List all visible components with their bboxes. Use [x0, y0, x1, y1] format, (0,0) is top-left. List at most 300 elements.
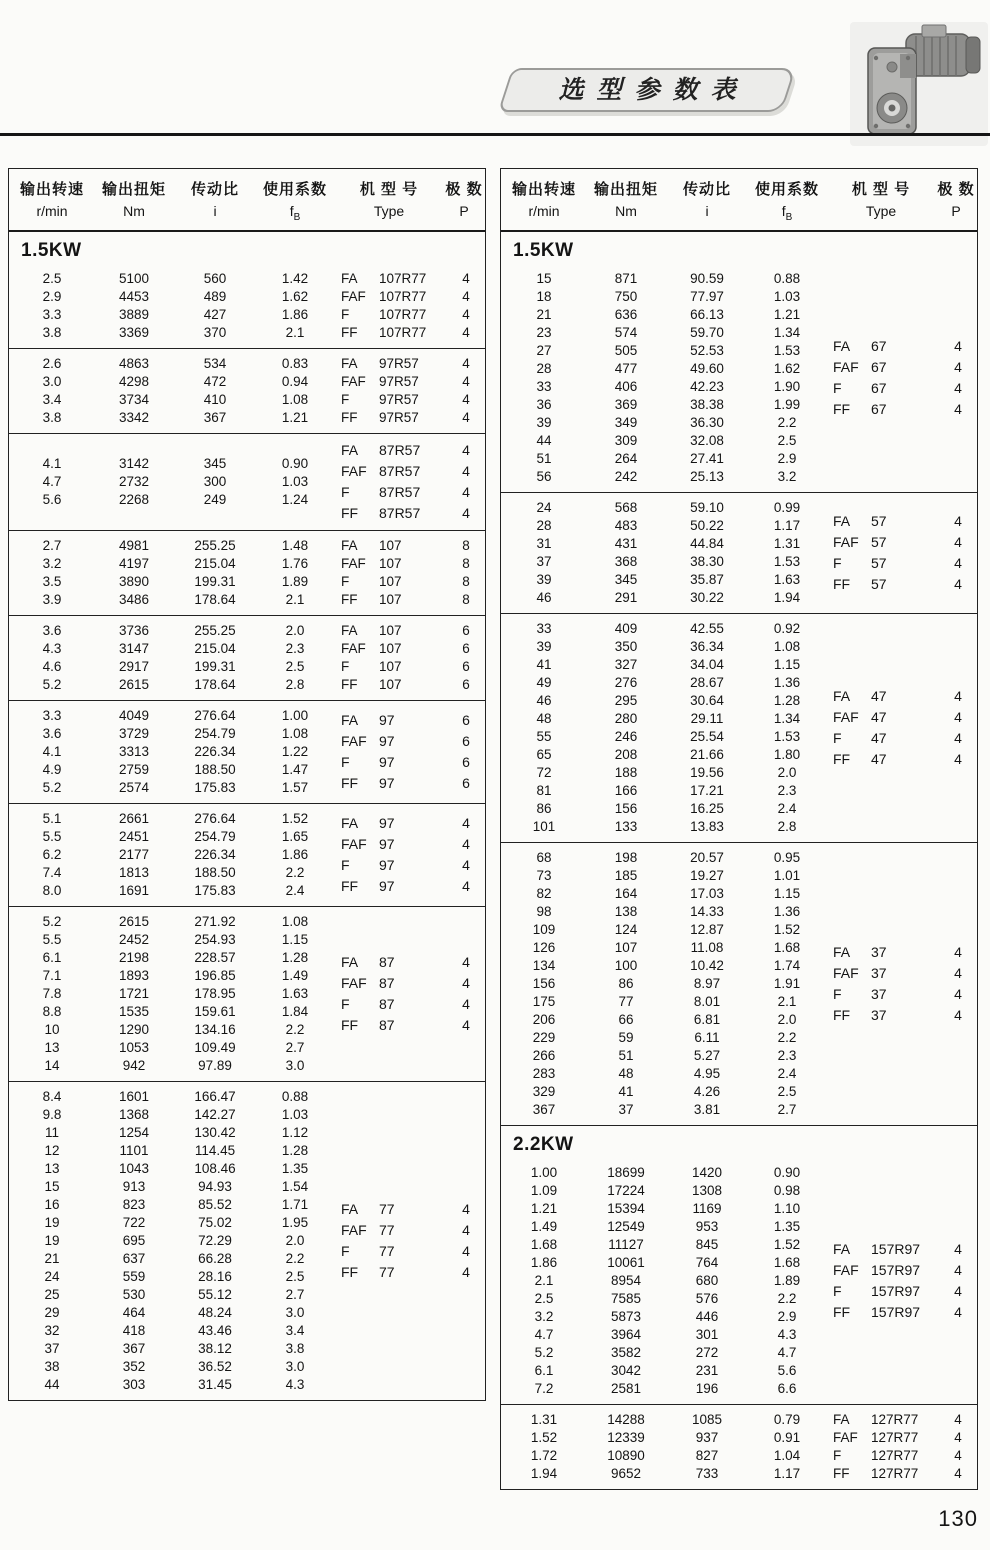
fb-cell: 1.08	[773, 638, 801, 654]
speed-cell: 15	[536, 270, 552, 286]
table-row	[9, 391, 333, 409]
pole-cell: 4	[954, 985, 962, 1002]
ratio-cell: 370	[203, 324, 227, 340]
rows-column	[9, 622, 333, 694]
table-row	[501, 1344, 825, 1362]
torque-cell: 530	[122, 1286, 146, 1302]
table-row	[501, 993, 825, 1011]
column-header-cn: 极 数	[937, 181, 975, 198]
type-prefix: F	[833, 1282, 842, 1299]
table-row	[501, 656, 825, 674]
type-row	[341, 537, 485, 555]
speed-cell: 7.8	[42, 985, 62, 1001]
speed-cell: 3.5	[42, 573, 62, 589]
rows-column	[501, 620, 825, 836]
type-model: 57	[871, 554, 887, 571]
table-row	[501, 957, 825, 975]
ratio-cell: 38.12	[198, 1340, 232, 1356]
type-row	[833, 553, 977, 574]
type-row	[341, 1262, 485, 1283]
ratio-cell: 17.21	[690, 782, 724, 798]
fb-cell: 3.4	[285, 1322, 305, 1338]
fb-cell: 1.54	[281, 1178, 309, 1194]
type-model: 107	[379, 573, 402, 589]
pole-cell: 4	[954, 750, 962, 767]
ratio-cell: 28.67	[690, 674, 724, 690]
type-row	[833, 984, 977, 1005]
table-row	[9, 846, 333, 864]
torque-cell: 2661	[118, 810, 150, 826]
speed-cell: 4.9	[42, 761, 62, 777]
fb-cell: 1.49	[281, 967, 309, 983]
fb-cell: 1.62	[281, 288, 309, 304]
fb-cell: 2.5	[777, 432, 797, 448]
torque-cell: 9652	[610, 1465, 642, 1481]
table-row	[9, 1124, 333, 1142]
torque-cell: 3890	[118, 573, 150, 589]
pole-cell: 8	[462, 537, 470, 553]
pole-cell: 4	[462, 995, 470, 1012]
fb-cell: 1.28	[281, 1142, 309, 1158]
torque-cell: 5873	[610, 1308, 642, 1324]
fb-cell: 2.2	[777, 1290, 797, 1306]
ratio-cell: 188.50	[194, 864, 236, 880]
pole-cell: 4	[954, 1447, 962, 1463]
fb-cell: 1.08	[281, 725, 309, 741]
pole-cell: 4	[954, 337, 962, 354]
fb-cell: 1.86	[281, 306, 309, 322]
type-model: 67	[871, 379, 887, 396]
pole-cell: 6	[462, 774, 470, 791]
column-header-cn: 使用系数	[262, 181, 327, 198]
table-row	[9, 355, 333, 373]
table-row	[501, 553, 825, 571]
pole-cell: 4	[462, 856, 470, 873]
pole-cell: 4	[954, 1411, 962, 1427]
torque-cell: 17224	[607, 1182, 645, 1198]
ratio-cell: 215.04	[194, 640, 236, 656]
torque-cell: 505	[614, 342, 638, 358]
ratio-cell: 534	[203, 355, 227, 371]
type-row	[341, 752, 485, 773]
type-model: 57	[871, 533, 887, 550]
torque-cell: 11127	[608, 1236, 644, 1252]
fb-cell: 1.89	[281, 573, 309, 589]
speed-cell: 5.2	[534, 1344, 554, 1360]
ratio-cell: 48.24	[198, 1304, 232, 1320]
torque-cell: 107	[614, 939, 638, 955]
type-row	[341, 813, 485, 834]
fb-cell: 2.4	[777, 1065, 797, 1081]
pole-cell: 4	[954, 379, 962, 396]
torque-cell: 2177	[118, 846, 150, 862]
torque-cell: 37	[618, 1101, 634, 1117]
speed-cell: 2.7	[42, 537, 62, 553]
speed-cell: 3.2	[534, 1308, 554, 1324]
torque-cell: 4298	[118, 373, 150, 389]
type-prefix: FA	[833, 943, 851, 960]
type-row	[341, 461, 485, 482]
ratio-cell: 4.26	[693, 1083, 721, 1099]
speed-cell: 329	[532, 1083, 556, 1099]
table-row	[501, 1236, 825, 1254]
fb-cell: 2.0	[777, 1011, 797, 1027]
ratio-cell: 255.25	[194, 537, 236, 553]
table-row	[501, 499, 825, 517]
torque-cell: 559	[122, 1268, 146, 1284]
torque-cell: 1691	[118, 882, 150, 898]
types-column	[333, 537, 485, 609]
type-prefix: F	[833, 554, 842, 571]
torque-cell: 3147	[118, 640, 150, 656]
speed-cell: 46	[536, 589, 552, 605]
type-row	[833, 686, 977, 707]
torque-cell: 637	[122, 1250, 146, 1266]
types-column	[825, 849, 977, 1119]
table-row	[9, 725, 333, 743]
torque-cell: 3734	[118, 391, 150, 407]
right-table	[500, 168, 978, 1490]
ratio-cell: 272	[695, 1344, 719, 1360]
type-row	[341, 270, 485, 288]
torque-cell: 138	[614, 903, 638, 919]
speed-cell: 51	[536, 450, 552, 466]
speed-cell: 24	[44, 1268, 60, 1284]
speed-cell: 8.4	[42, 1088, 62, 1104]
ratio-cell: 226.34	[194, 846, 236, 862]
table-row	[9, 810, 333, 828]
type-model: 77	[379, 1242, 395, 1259]
ratio-cell: 38.30	[690, 553, 724, 569]
speed-cell: 72	[536, 764, 552, 780]
table-row	[9, 409, 333, 427]
column-header-en: P	[951, 203, 961, 219]
column-header-cell	[333, 178, 445, 223]
ratio-cell: 560	[203, 270, 227, 286]
ratio-cell: 276.64	[194, 707, 236, 723]
torque-cell: 913	[122, 1178, 146, 1194]
type-model: 127R77	[871, 1465, 919, 1481]
torque-cell: 406	[614, 378, 638, 394]
fb-cell: 3.0	[285, 1057, 305, 1073]
table-row	[501, 818, 825, 836]
ratio-cell: 953	[695, 1218, 719, 1234]
speed-cell: 44	[44, 1376, 60, 1392]
speed-cell: 5.5	[42, 828, 62, 844]
type-prefix: F	[833, 1447, 842, 1463]
ratio-cell: 13.83	[690, 818, 724, 834]
table-row	[501, 414, 825, 432]
speed-cell: 3.2	[42, 555, 62, 571]
type-prefix: FAF	[341, 288, 366, 304]
speed-cell: 4.7	[534, 1326, 554, 1342]
type-model: 157R97	[871, 1282, 921, 1299]
speed-cell: 2.5	[42, 270, 62, 286]
fb-cell: 2.5	[285, 658, 305, 674]
type-row	[833, 532, 977, 553]
data-block	[9, 433, 485, 530]
pole-cell: 4	[954, 554, 962, 571]
pole-cell: 4	[954, 575, 962, 592]
table-row	[501, 1083, 825, 1101]
ratio-cell: 59.70	[690, 324, 724, 340]
type-prefix: FAF	[341, 373, 366, 389]
speed-cell: 23	[536, 324, 552, 340]
speed-cell: 33	[536, 620, 552, 636]
type-model: 97	[379, 774, 395, 791]
fb-cell: 1.36	[773, 903, 801, 919]
speed-cell: 6.1	[534, 1362, 554, 1378]
type-prefix: FF	[341, 1016, 359, 1033]
torque-cell: 3964	[610, 1326, 642, 1342]
pole-cell: 8	[462, 591, 470, 607]
fb-cell: 1.99	[773, 396, 801, 412]
speed-cell: 3.3	[42, 306, 62, 322]
fb-cell: 1.53	[773, 342, 801, 358]
torque-cell: 695	[122, 1232, 146, 1248]
column-header-en: P	[459, 203, 469, 219]
type-model: 97R57	[379, 409, 419, 425]
torque-cell: 2615	[118, 913, 150, 929]
column-header-cell	[749, 178, 825, 223]
torque-cell: 276	[614, 674, 638, 690]
ratio-cell: 16.25	[690, 800, 724, 816]
pole-cell: 4	[462, 1016, 470, 1033]
table-row	[501, 800, 825, 818]
type-model: 127R77	[871, 1447, 919, 1463]
speed-cell: 156	[532, 975, 556, 991]
fb-cell: 2.5	[777, 1083, 797, 1099]
type-model: 37	[871, 943, 887, 960]
fb-cell: 1.52	[773, 1236, 801, 1252]
fb-cell: 1.48	[281, 537, 309, 553]
type-row	[341, 658, 485, 676]
table-row	[9, 491, 333, 509]
type-prefix: F	[833, 729, 842, 746]
speed-cell: 5.6	[42, 491, 62, 507]
torque-cell: 309	[614, 432, 638, 448]
type-prefix: FAF	[341, 974, 367, 991]
column-header-cn: 输出转速	[511, 181, 576, 198]
table-row	[9, 1142, 333, 1160]
fb-cell: 2.0	[285, 1232, 305, 1248]
speed-cell: 49	[536, 674, 552, 690]
table-row	[501, 638, 825, 656]
ratio-cell: 59.10	[690, 499, 724, 515]
table-row	[501, 620, 825, 638]
ratio-cell: 249	[203, 491, 227, 507]
type-model: 97	[379, 877, 395, 894]
torque-cell: 133	[614, 818, 638, 834]
fb-cell: 4.3	[777, 1326, 797, 1342]
ratio-cell: 5.27	[693, 1047, 721, 1063]
torque-cell: 4049	[118, 707, 150, 723]
ratio-cell: 427	[203, 306, 227, 322]
type-row	[341, 676, 485, 694]
speed-cell: 3.9	[42, 591, 62, 607]
torque-cell: 1721	[118, 985, 150, 1001]
type-model: 87	[379, 1016, 395, 1033]
type-row	[341, 555, 485, 573]
ratio-cell: 178.95	[194, 985, 236, 1001]
speed-cell: 39	[536, 571, 552, 587]
torque-cell: 5100	[118, 270, 150, 286]
fb-cell: 0.95	[773, 849, 801, 865]
page-number: 130	[938, 1506, 978, 1531]
type-row	[833, 1239, 977, 1260]
type-row	[341, 855, 485, 876]
ratio-cell: 97.89	[198, 1057, 232, 1073]
speed-cell: 3.4	[42, 391, 62, 407]
rows-column	[9, 355, 333, 427]
table-row	[9, 1304, 333, 1322]
table-row	[501, 1411, 825, 1429]
speed-cell: 1.49	[530, 1218, 558, 1234]
fb-cell: 0.79	[773, 1411, 801, 1427]
torque-cell: 483	[614, 517, 638, 533]
type-prefix: FA	[341, 622, 358, 638]
fb-cell: 1.03	[281, 1106, 309, 1122]
fb-cell: 1.01	[773, 867, 801, 883]
table-row	[501, 1272, 825, 1290]
type-row	[341, 573, 485, 591]
speed-cell: 73	[536, 867, 552, 883]
fb-cell: 1.03	[773, 288, 801, 304]
type-model: 97	[379, 732, 395, 749]
column-header-cn: 输出转速	[19, 181, 84, 198]
pole-cell: 4	[954, 512, 962, 529]
type-prefix: FF	[341, 676, 358, 692]
table-row	[501, 288, 825, 306]
speed-cell: 81	[536, 782, 552, 798]
speed-cell: 175	[532, 993, 556, 1009]
torque-cell: 1368	[118, 1106, 150, 1122]
rows-column	[9, 707, 333, 797]
type-row	[341, 306, 485, 324]
data-block	[9, 264, 485, 348]
fb-cell: 1.31	[773, 535, 801, 551]
speed-cell: 11	[44, 1124, 59, 1140]
torque-cell: 750	[614, 288, 638, 304]
speed-cell: 98	[536, 903, 552, 919]
speed-cell: 5.2	[42, 913, 62, 929]
ratio-cell: 10.42	[690, 957, 724, 973]
table-row	[501, 589, 825, 607]
table-row	[501, 270, 825, 288]
table-row	[501, 1380, 825, 1398]
ratio-cell: 937	[695, 1429, 719, 1445]
torque-cell: 349	[614, 414, 638, 430]
table-row	[9, 985, 333, 1003]
ratio-cell: 27.41	[690, 450, 724, 466]
torque-cell: 574	[614, 324, 638, 340]
type-prefix: FAF	[341, 640, 366, 656]
speed-cell: 8.8	[42, 1003, 62, 1019]
ratio-cell: 8.97	[693, 975, 721, 991]
torque-cell: 3142	[118, 455, 150, 471]
types-column	[333, 810, 485, 900]
fb-cell: 0.99	[773, 499, 801, 515]
torque-cell: 823	[122, 1196, 146, 1212]
pole-cell: 4	[462, 814, 470, 831]
ratio-cell: 44.84	[690, 535, 724, 551]
torque-cell: 86	[618, 975, 634, 991]
speed-cell: 32	[44, 1322, 60, 1338]
type-prefix: FA	[341, 537, 358, 553]
pole-cell: 4	[462, 462, 470, 479]
fb-cell: 2.4	[777, 800, 797, 816]
type-model: 127R77	[871, 1429, 919, 1445]
speed-cell: 5.2	[42, 779, 62, 795]
type-prefix: F	[341, 1242, 350, 1259]
table-row	[9, 622, 333, 640]
column-header-en: Nm	[123, 203, 145, 219]
speed-cell: 2.9	[42, 288, 62, 304]
type-model: 87R57	[379, 441, 421, 458]
fb-cell: 1.52	[281, 810, 309, 826]
torque-cell: 166	[614, 782, 638, 798]
gearmotor-photo	[850, 22, 988, 146]
type-model: 97	[379, 711, 395, 728]
column-header-en: i	[705, 203, 709, 219]
table-row	[9, 1214, 333, 1232]
types-column	[333, 913, 485, 1075]
speed-cell: 29	[44, 1304, 60, 1320]
torque-cell: 12339	[607, 1429, 645, 1445]
ratio-cell: 178.64	[194, 676, 236, 692]
type-prefix: FF	[833, 400, 851, 417]
torque-cell: 464	[122, 1304, 146, 1320]
type-row	[833, 749, 977, 770]
fb-cell: 1.17	[773, 1465, 801, 1481]
torque-cell: 48	[618, 1065, 634, 1081]
column-header-cell	[825, 178, 937, 223]
speed-cell: 7.2	[534, 1380, 554, 1396]
type-prefix: FF	[341, 877, 359, 894]
table-row	[9, 864, 333, 882]
ratio-cell: 130.42	[194, 1124, 236, 1140]
fb-cell: 0.88	[773, 270, 801, 286]
table-row	[9, 306, 333, 324]
section-label: 1.5KW	[21, 239, 82, 261]
torque-cell: 4981	[118, 537, 150, 553]
torque-cell: 3486	[118, 591, 150, 607]
torque-cell: 368	[614, 553, 638, 569]
table-row	[501, 1326, 825, 1344]
section-label: 2.2KW	[513, 1133, 574, 1155]
type-prefix: FAF	[833, 964, 859, 981]
speed-cell: 8.0	[42, 882, 62, 898]
speed-cell: 1.09	[530, 1182, 558, 1198]
fb-cell: 2.4	[285, 882, 305, 898]
ratio-cell: 34.04	[690, 656, 724, 672]
torque-cell: 3736	[118, 622, 150, 638]
ratio-cell: 8.01	[693, 993, 721, 1009]
fb-cell: 1.03	[281, 473, 309, 489]
fb-cell: 1.42	[281, 270, 309, 286]
table-row	[9, 1088, 333, 1106]
ratio-cell: 367	[203, 409, 227, 425]
ratio-cell: 90.59	[690, 270, 724, 286]
type-prefix: FA	[833, 512, 851, 529]
torque-cell: 1043	[118, 1160, 150, 1176]
table-row	[501, 468, 825, 486]
fb-cell: 4.3	[285, 1376, 305, 1392]
pole-cell: 4	[462, 1242, 470, 1259]
type-row	[833, 1005, 977, 1026]
rows-column	[9, 810, 333, 900]
speed-cell: 37	[536, 553, 552, 569]
